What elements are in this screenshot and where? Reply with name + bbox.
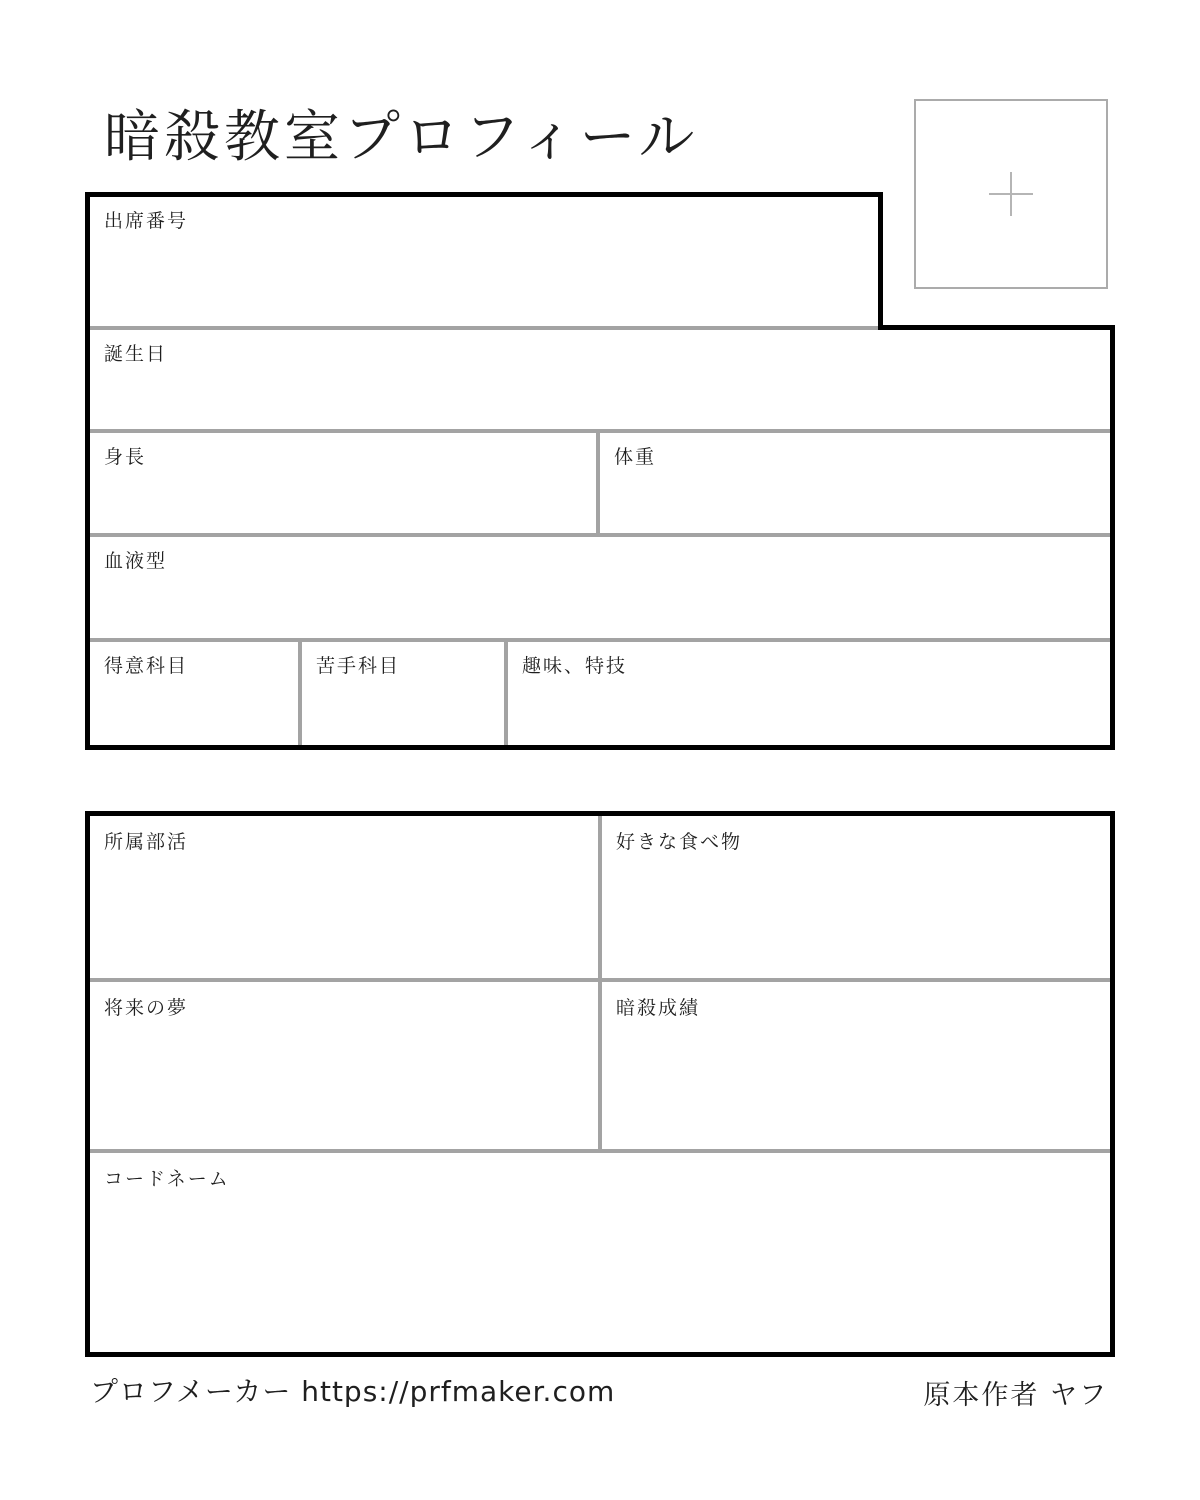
field-future-dream[interactable]	[90, 982, 598, 1149]
section1-border-bottom	[85, 745, 1115, 750]
field-favorite-food[interactable]	[602, 816, 1110, 978]
field-height[interactable]	[90, 433, 596, 533]
field-codename-label: コードネーム	[104, 1168, 230, 1190]
field-assassination-record[interactable]	[602, 982, 1110, 1149]
section1-border-right-upper	[878, 192, 883, 330]
field-club-label: 所属部活	[104, 831, 189, 853]
field-birthday-label: 誕生日	[104, 343, 168, 365]
field-club[interactable]	[90, 816, 598, 978]
field-blood-type-label: 血液型	[104, 550, 168, 572]
field-future-dream-label: 将来の夢	[104, 997, 189, 1019]
field-height-label: 身長	[104, 446, 147, 468]
photo-upload-box[interactable]	[914, 99, 1108, 289]
field-hobbies-skills[interactable]	[508, 642, 1110, 745]
field-weight-label: 体重	[614, 446, 657, 468]
section1-border-right-lower	[1110, 325, 1115, 750]
field-strong-subject[interactable]	[90, 642, 298, 745]
field-blood-type[interactable]	[90, 537, 1110, 638]
field-strong-subject-label: 得意科目	[104, 655, 189, 677]
field-weight[interactable]	[600, 433, 1110, 533]
field-weak-subject[interactable]	[302, 642, 504, 745]
field-favorite-food-label: 好きな食べ物	[616, 831, 743, 853]
plus-icon	[989, 172, 1033, 216]
field-weak-subject-label: 苦手科目	[316, 655, 401, 677]
plus-icon-vertical-bar	[1010, 172, 1012, 216]
field-birthday[interactable]	[90, 330, 1110, 429]
field-assassination-record-label: 暗殺成績	[616, 997, 701, 1019]
field-codename[interactable]	[90, 1153, 1110, 1352]
footer-author-credit: 原本作者 ヤフ	[923, 1380, 1108, 1411]
page-title: 暗殺教室プロフィール	[104, 105, 699, 170]
footer-maker-credit: プロフメーカー https://prfmaker.com	[90, 1375, 616, 1408]
field-attendance-number[interactable]	[90, 197, 878, 326]
field-hobbies-skills-label: 趣味、特技	[522, 655, 628, 677]
field-attendance-number-label: 出席番号	[104, 210, 189, 232]
